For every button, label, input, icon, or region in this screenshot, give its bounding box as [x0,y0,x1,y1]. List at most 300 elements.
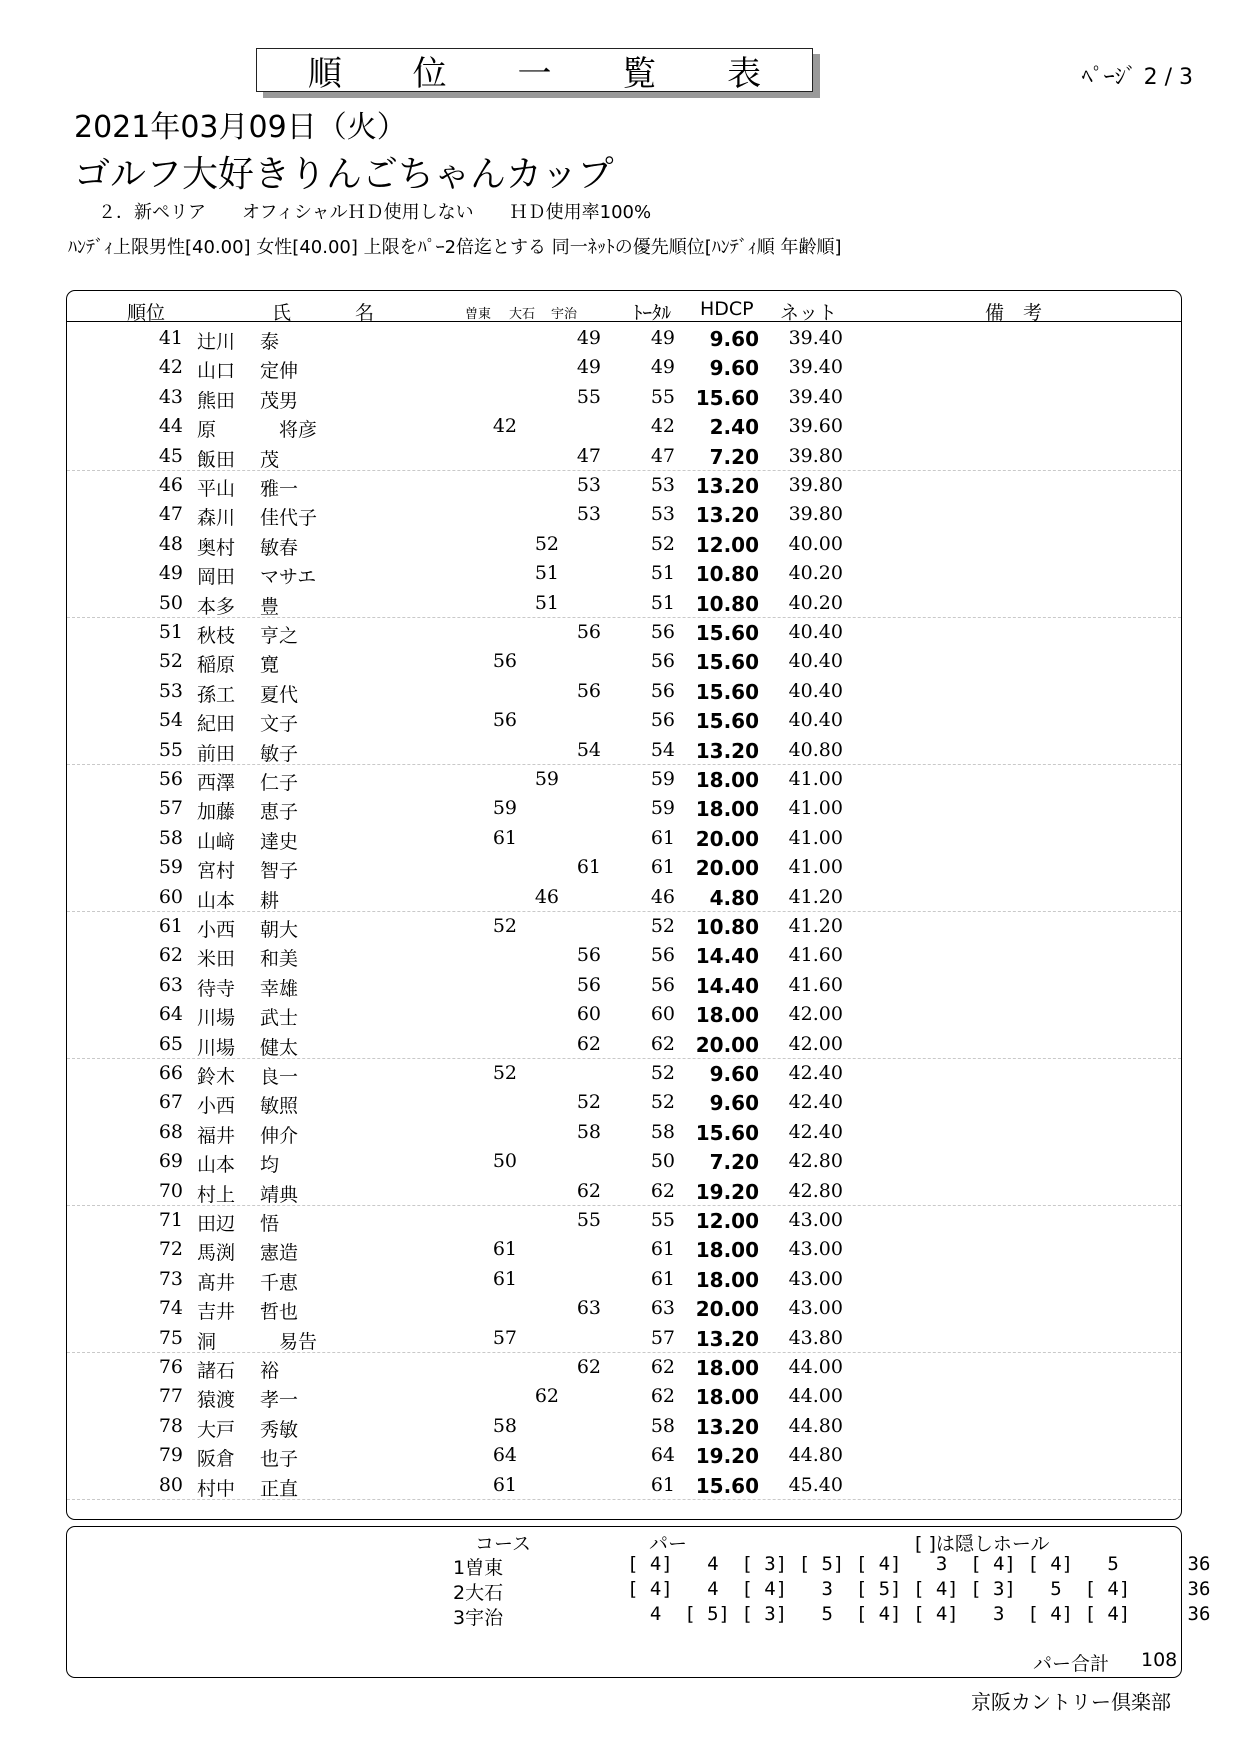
cell-given-name: 靖典 [260,1183,299,1206]
col-name1-header: 氏 [272,302,292,324]
cell-rank: 53 [158,679,183,702]
cell-net-score: 44.80 [788,1444,843,1467]
cell-total-score: 57 [650,1326,675,1349]
cell-total-score: 47 [650,444,675,467]
cell-total-score: 60 [650,1003,675,1026]
cell-hdcp: 15.60 [695,650,759,675]
cell-net-score: 42.00 [788,1003,843,1026]
cell-score-course1: 58 [492,1414,517,1437]
cell-total-score: 61 [650,1267,675,1290]
cell-total-score: 58 [650,1120,675,1143]
cell-given-name: 伸介 [260,1124,299,1147]
par-total-value: 108 [1141,1649,1178,1671]
cell-hdcp: 10.80 [695,591,759,616]
cell-hdcp: 20.00 [695,1032,759,1057]
cell-net-score: 42.40 [788,1062,843,1084]
cell-total-score: 62 [650,1179,675,1202]
cell-hdcp: 18.00 [695,1003,759,1028]
cell-rank: 51 [158,621,183,643]
cell-given-name: 健太 [260,1036,299,1059]
cell-hdcp: 15.60 [695,679,759,704]
cell-hdcp: 19.20 [695,1179,759,1204]
cell-total-score: 58 [650,1414,675,1437]
cell-given-name: 亨之 [260,625,299,647]
cell-surname: 山口 [197,360,236,383]
cell-score-course3: 49 [576,327,601,349]
course-par-box [66,1526,1211,1678]
cell-given-name: 良一 [260,1066,299,1088]
cell-rank: 77 [158,1385,183,1408]
table-row [67,764,1181,793]
cell-total-score: 51 [650,562,675,585]
cell-score-course2: 51 [534,591,559,614]
cell-rank: 72 [158,1238,183,1261]
table-row [67,1176,1181,1206]
cell-hdcp: 15.60 [695,1120,759,1145]
cell-rank: 71 [158,1209,183,1231]
cell-total-score: 56 [650,650,675,673]
cell-surname: 阪倉 [197,1448,236,1471]
cell-net-score: 42.40 [788,1091,843,1114]
cell-surname: 森川 [197,507,236,530]
event-date: 2021年03月09日（火） [74,110,407,145]
cell-net-score: 40.40 [788,679,843,702]
cell-net-score: 41.60 [788,944,843,967]
cell-total-score: 62 [650,1032,675,1055]
cell-score-course3: 62 [576,1179,601,1202]
cell-net-score: 42.00 [788,1032,843,1055]
cell-net-score: 41.00 [788,797,843,820]
cell-total-score: 55 [650,385,675,408]
cell-given-name: 文子 [260,713,299,736]
table-row [67,852,1181,881]
course-header: コース [475,1533,532,1555]
document-title: 順 位 一 覧 表 [307,53,792,94]
cell-score-course3: 63 [576,1297,601,1320]
cell-hdcp: 20.00 [695,1297,759,1322]
cell-hdcp: 9.60 [709,1091,759,1116]
cell-net-score: 39.60 [788,415,843,438]
cell-score-course3: 47 [576,444,601,467]
cell-score-course1: 59 [492,797,517,820]
cell-rank: 70 [158,1179,183,1202]
results-table [66,290,1182,1520]
cell-given-name: 敏子 [260,742,299,765]
cell-hdcp: 9.60 [709,1062,759,1086]
cell-total-score: 59 [650,797,675,820]
par-total-label: パー合計 [1033,1653,1110,1675]
cell-given-name: 易告 [260,1330,318,1353]
cell-total-score: 61 [650,1238,675,1261]
cell-total-score: 56 [650,944,675,967]
cell-given-name: 夏代 [260,683,299,706]
cell-net-score: 42.40 [788,1120,843,1143]
cell-rank: 48 [158,532,183,555]
cell-rank: 76 [158,1356,183,1378]
cell-given-name: 憲造 [260,1242,299,1265]
cell-rank: 44 [158,415,183,438]
cell-surname: 小西 [197,919,236,941]
cell-score-course3: 61 [576,856,601,879]
cell-score-course3: 58 [576,1120,601,1143]
par-header: パー [649,1533,688,1555]
cell-hdcp: 7.20 [709,444,759,469]
cell-score-course3: 55 [576,1209,601,1231]
cell-total-score: 53 [650,503,675,526]
cell-score-course3: 62 [576,1032,601,1055]
cell-surname: 孫工 [197,683,236,706]
cell-net-score: 43.80 [788,1326,843,1349]
cell-surname: 飯田 [197,448,236,471]
cell-rank: 75 [158,1326,183,1349]
cell-rank: 68 [158,1120,183,1143]
cell-total-score: 46 [650,885,675,908]
cell-given-name: 茂 [260,448,280,471]
col-remarks-header: 備 考 [985,302,1043,324]
cell-surname: 小西 [197,1095,236,1118]
cell-score-course1: 61 [492,1238,517,1261]
cell-hdcp: 20.00 [695,856,759,881]
cell-given-name: 恵子 [260,801,299,824]
cell-surname: 田辺 [197,1213,236,1235]
cell-net-score: 40.40 [788,709,843,732]
col-name2-header: 名 [355,302,375,324]
table-row [67,1411,1181,1440]
cell-net-score: 40.40 [788,621,843,643]
cell-hdcp: 13.20 [695,738,759,763]
cell-given-name: マサエ [260,566,317,589]
cell-score-course1: 50 [492,1150,517,1173]
cell-hdcp: 19.20 [695,1444,759,1469]
cell-score-course3: 56 [576,973,601,996]
cell-hdcp: 12.00 [695,532,759,557]
table-row [67,1205,1181,1234]
cell-total-score: 62 [650,1356,675,1378]
cell-rank: 49 [158,562,183,585]
table-row [67,1117,1181,1146]
table-row [67,676,1181,705]
page-indicator: ﾍﾟｰｼﾞ 2 / 3 [1081,65,1193,90]
table-row [67,1440,1181,1469]
cell-hdcp: 15.60 [695,621,759,645]
cell-surname: 本多 [197,595,236,618]
cell-hdcp: 18.00 [695,1356,759,1380]
table-row [67,1470,1181,1500]
cell-net-score: 40.20 [788,562,843,585]
cell-net-score: 41.00 [788,826,843,849]
cell-rank: 79 [158,1444,183,1467]
cell-total-score: 52 [650,915,675,937]
cell-given-name: 武士 [260,1007,299,1030]
cell-total-score: 64 [650,1444,675,1467]
cell-rank: 62 [158,944,183,967]
col-course2-header: 大石 [509,307,536,322]
cell-net-score: 39.40 [788,385,843,408]
table-row [67,1058,1181,1087]
cell-given-name: 和美 [260,948,299,971]
cell-hdcp: 18.00 [695,1267,759,1292]
table-row [67,970,1181,999]
cell-given-name: 智子 [260,860,299,883]
cell-hdcp: 12.00 [695,1209,759,1233]
cell-net-score: 40.00 [788,532,843,555]
cell-surname: 村中 [197,1477,236,1500]
col-rank-header: 順位 [127,302,166,324]
table-row [67,1352,1181,1381]
cell-total-score: 52 [650,1091,675,1114]
cell-surname: 山本 [197,889,236,912]
table-row [67,588,1181,618]
cell-total-score: 56 [650,709,675,732]
cell-hdcp: 15.60 [695,1473,759,1498]
cell-net-score: 44.80 [788,1414,843,1437]
cell-hdcp: 18.00 [695,1238,759,1263]
cell-net-score: 43.00 [788,1267,843,1290]
cell-score-course1: 52 [492,1062,517,1084]
cell-rank: 58 [158,826,183,849]
cell-net-score: 43.00 [788,1238,843,1261]
cell-hdcp: 13.20 [695,1414,759,1439]
course-name: 1曽東 [453,1557,504,1579]
cell-rank: 61 [158,915,183,937]
cell-surname: 宮村 [197,860,236,883]
document-title-box [256,48,813,92]
cell-score-course1: 52 [492,915,517,937]
cell-total-score: 61 [650,826,675,849]
cell-surname: 洞 [197,1330,217,1353]
cell-rank: 56 [158,768,183,790]
cell-given-name: 也子 [260,1448,299,1471]
cell-rank: 60 [158,885,183,908]
cell-rank: 78 [158,1414,183,1437]
cell-net-score: 41.00 [788,768,843,790]
cell-score-course1: 56 [492,709,517,732]
cell-hdcp: 13.20 [695,503,759,528]
cell-surname: 原 [197,419,217,442]
col-total-header: ﾄｰﾀﾙ [633,302,672,324]
cell-score-course3: 56 [576,944,601,967]
cell-net-score: 41.20 [788,885,843,908]
course-name: 2大石 [453,1582,504,1604]
table-row [67,735,1181,765]
cell-surname: 馬渕 [197,1242,236,1265]
cell-total-score: 49 [650,327,675,349]
cell-given-name: 哲也 [260,1301,299,1324]
cell-score-course3: 56 [576,621,601,643]
cell-surname: 髙井 [197,1271,236,1294]
cell-surname: 吉井 [197,1301,236,1324]
table-row [67,617,1181,646]
cell-given-name: 均 [260,1154,280,1177]
cell-total-score: 56 [650,973,675,996]
cell-given-name: 敏春 [260,536,299,559]
table-row [67,1146,1181,1175]
cell-rank: 74 [158,1297,183,1320]
cell-surname: 熊田 [197,389,236,412]
cell-score-course3: 53 [576,474,601,496]
cell-net-score: 39.40 [788,327,843,349]
cell-score-course2: 62 [534,1385,559,1408]
cell-total-score: 59 [650,768,675,790]
table-row [67,1264,1181,1293]
cell-hdcp: 2.40 [709,415,759,440]
col-hdcp-header: HDCP [700,298,754,320]
table-row [67,470,1181,499]
cell-surname: 川場 [197,1036,236,1059]
cell-score-course3: 56 [576,679,601,702]
course-pars: 4 [ 5] [ 3] 5 [ 4] [ 4] 3 [ 4] [ 4] 36 [627,1603,1211,1625]
cell-surname: 猿渡 [197,1389,236,1412]
table-row [67,558,1181,587]
cell-given-name: 敏照 [260,1095,299,1118]
course-pars: [ 4] 4 [ 4] 3 [ 5] [ 4] [ 3] 5 [ 4] 36 [627,1578,1211,1600]
cell-surname: 秋枝 [197,625,236,647]
cell-rank: 67 [158,1091,183,1114]
cell-rank: 41 [158,327,183,349]
cell-net-score: 39.40 [788,356,843,379]
cell-score-course1: 57 [492,1326,517,1349]
cell-rank: 43 [158,385,183,408]
cell-score-course2: 46 [534,885,559,908]
rules-line-2: ﾊﾝﾃﾞｨ上限男性[40.00] 女性[40.00] 上限をﾊﾟｰ2倍迄とする 同一ﾈｯﾄの優先順位[ﾊﾝﾃﾞｨ順 年齢順] [68,237,842,258]
cell-score-course2: 59 [534,768,559,790]
cell-net-score: 41.20 [788,915,843,937]
cell-total-score: 52 [650,532,675,555]
cell-hdcp: 9.60 [709,356,759,381]
cell-score-course3: 54 [576,738,601,761]
cell-rank: 65 [158,1032,183,1055]
cell-hdcp: 15.60 [695,709,759,734]
cell-total-score: 52 [650,1062,675,1084]
cell-rank: 63 [158,973,183,996]
cell-rank: 59 [158,856,183,879]
cell-net-score: 39.80 [788,444,843,467]
table-row [67,911,1181,940]
cell-rank: 73 [158,1267,183,1290]
cell-given-name: 豊 [260,595,280,618]
cell-net-score: 41.60 [788,973,843,996]
cell-score-course1: 61 [492,826,517,849]
cell-rank: 54 [158,709,183,732]
table-row [67,499,1181,528]
cell-total-score: 61 [650,856,675,879]
cell-given-name: 茂男 [260,389,299,412]
cell-hdcp: 10.80 [695,915,759,939]
cell-given-name: 耕 [260,889,280,912]
hidden-hole-note: [ ]は隠しホール [915,1533,1050,1555]
table-row [67,823,1181,852]
cell-hdcp: 10.80 [695,562,759,587]
cell-surname: 村上 [197,1183,236,1206]
cell-total-score: 62 [650,1385,675,1408]
cell-net-score: 44.00 [788,1356,843,1378]
col-course1-header: 曽東 [465,307,492,322]
table-row [67,1293,1181,1322]
cell-net-score: 42.80 [788,1150,843,1173]
cell-hdcp: 13.20 [695,1326,759,1351]
cell-total-score: 51 [650,591,675,614]
cell-given-name: 雅一 [260,478,299,500]
cell-surname: 福井 [197,1124,236,1147]
cell-total-score: 54 [650,738,675,761]
rules-line-1: ２．新ペリア オフィシャルＨＤ使用しない ＨＤ使用率100% [98,202,652,223]
cell-surname: 大戸 [197,1418,236,1441]
cell-given-name: 幸雄 [260,977,299,1000]
course-pars: [ 4] 4 [ 3] [ 5] [ 4] 3 [ 4] [ 4] 5 36 [627,1553,1211,1575]
cell-net-score: 41.00 [788,856,843,879]
cell-surname: 前田 [197,742,236,765]
cell-surname: 西澤 [197,772,236,794]
cell-given-name: 秀敏 [260,1418,299,1441]
cell-total-score: 55 [650,1209,675,1231]
cell-surname: 加藤 [197,801,236,824]
table-row [67,1381,1181,1410]
cell-score-course1: 42 [492,415,517,438]
cell-rank: 52 [158,650,183,673]
cell-net-score: 40.80 [788,738,843,761]
cell-rank: 80 [158,1473,183,1496]
cell-total-score: 61 [650,1473,675,1496]
cell-net-score: 40.40 [788,650,843,673]
table-row [67,999,1181,1028]
cell-given-name: 裕 [260,1360,280,1382]
cell-surname: 山﨑 [197,830,236,853]
cell-net-score: 40.20 [788,591,843,614]
table-row [67,382,1181,411]
cell-surname: 平山 [197,478,236,500]
cell-score-course1: 61 [492,1267,517,1290]
cell-score-course2: 52 [534,532,559,555]
cell-hdcp: 18.00 [695,797,759,822]
cell-score-course1: 64 [492,1444,517,1467]
cell-rank: 55 [158,738,183,761]
table-row [67,1323,1181,1353]
cell-hdcp: 13.20 [695,474,759,498]
cell-score-course1: 61 [492,1473,517,1496]
cell-net-score: 39.80 [788,474,843,496]
cell-hdcp: 7.20 [709,1150,759,1175]
col-course3-header: 宇治 [551,307,578,322]
cell-given-name: 寛 [260,654,280,677]
cell-rank: 64 [158,1003,183,1026]
cell-hdcp: 14.40 [695,973,759,998]
cell-given-name: 将彦 [260,419,318,442]
cell-net-score: 45.40 [788,1473,843,1496]
cell-given-name: 達史 [260,830,299,853]
table-row [67,411,1181,440]
cell-total-score: 42 [650,415,675,438]
cell-surname: 奥村 [197,536,236,559]
cell-score-course3: 55 [576,385,601,408]
cell-surname: 川場 [197,1007,236,1030]
table-row [67,940,1181,969]
course-name: 3宇治 [453,1607,504,1629]
cell-score-course3: 53 [576,503,601,526]
cell-total-score: 50 [650,1150,675,1173]
table-row [67,1234,1181,1263]
club-name: 京阪カントリー倶楽部 [971,1690,1171,1714]
cell-hdcp: 14.40 [695,944,759,969]
cell-total-score: 49 [650,356,675,379]
table-row [67,441,1181,471]
cell-surname: 稲原 [197,654,236,677]
cell-score-course1: 56 [492,650,517,673]
cell-total-score: 53 [650,474,675,496]
cell-net-score: 43.00 [788,1297,843,1320]
table-row [67,529,1181,558]
col-net-header: ネット [780,302,838,324]
cell-total-score: 56 [650,679,675,702]
